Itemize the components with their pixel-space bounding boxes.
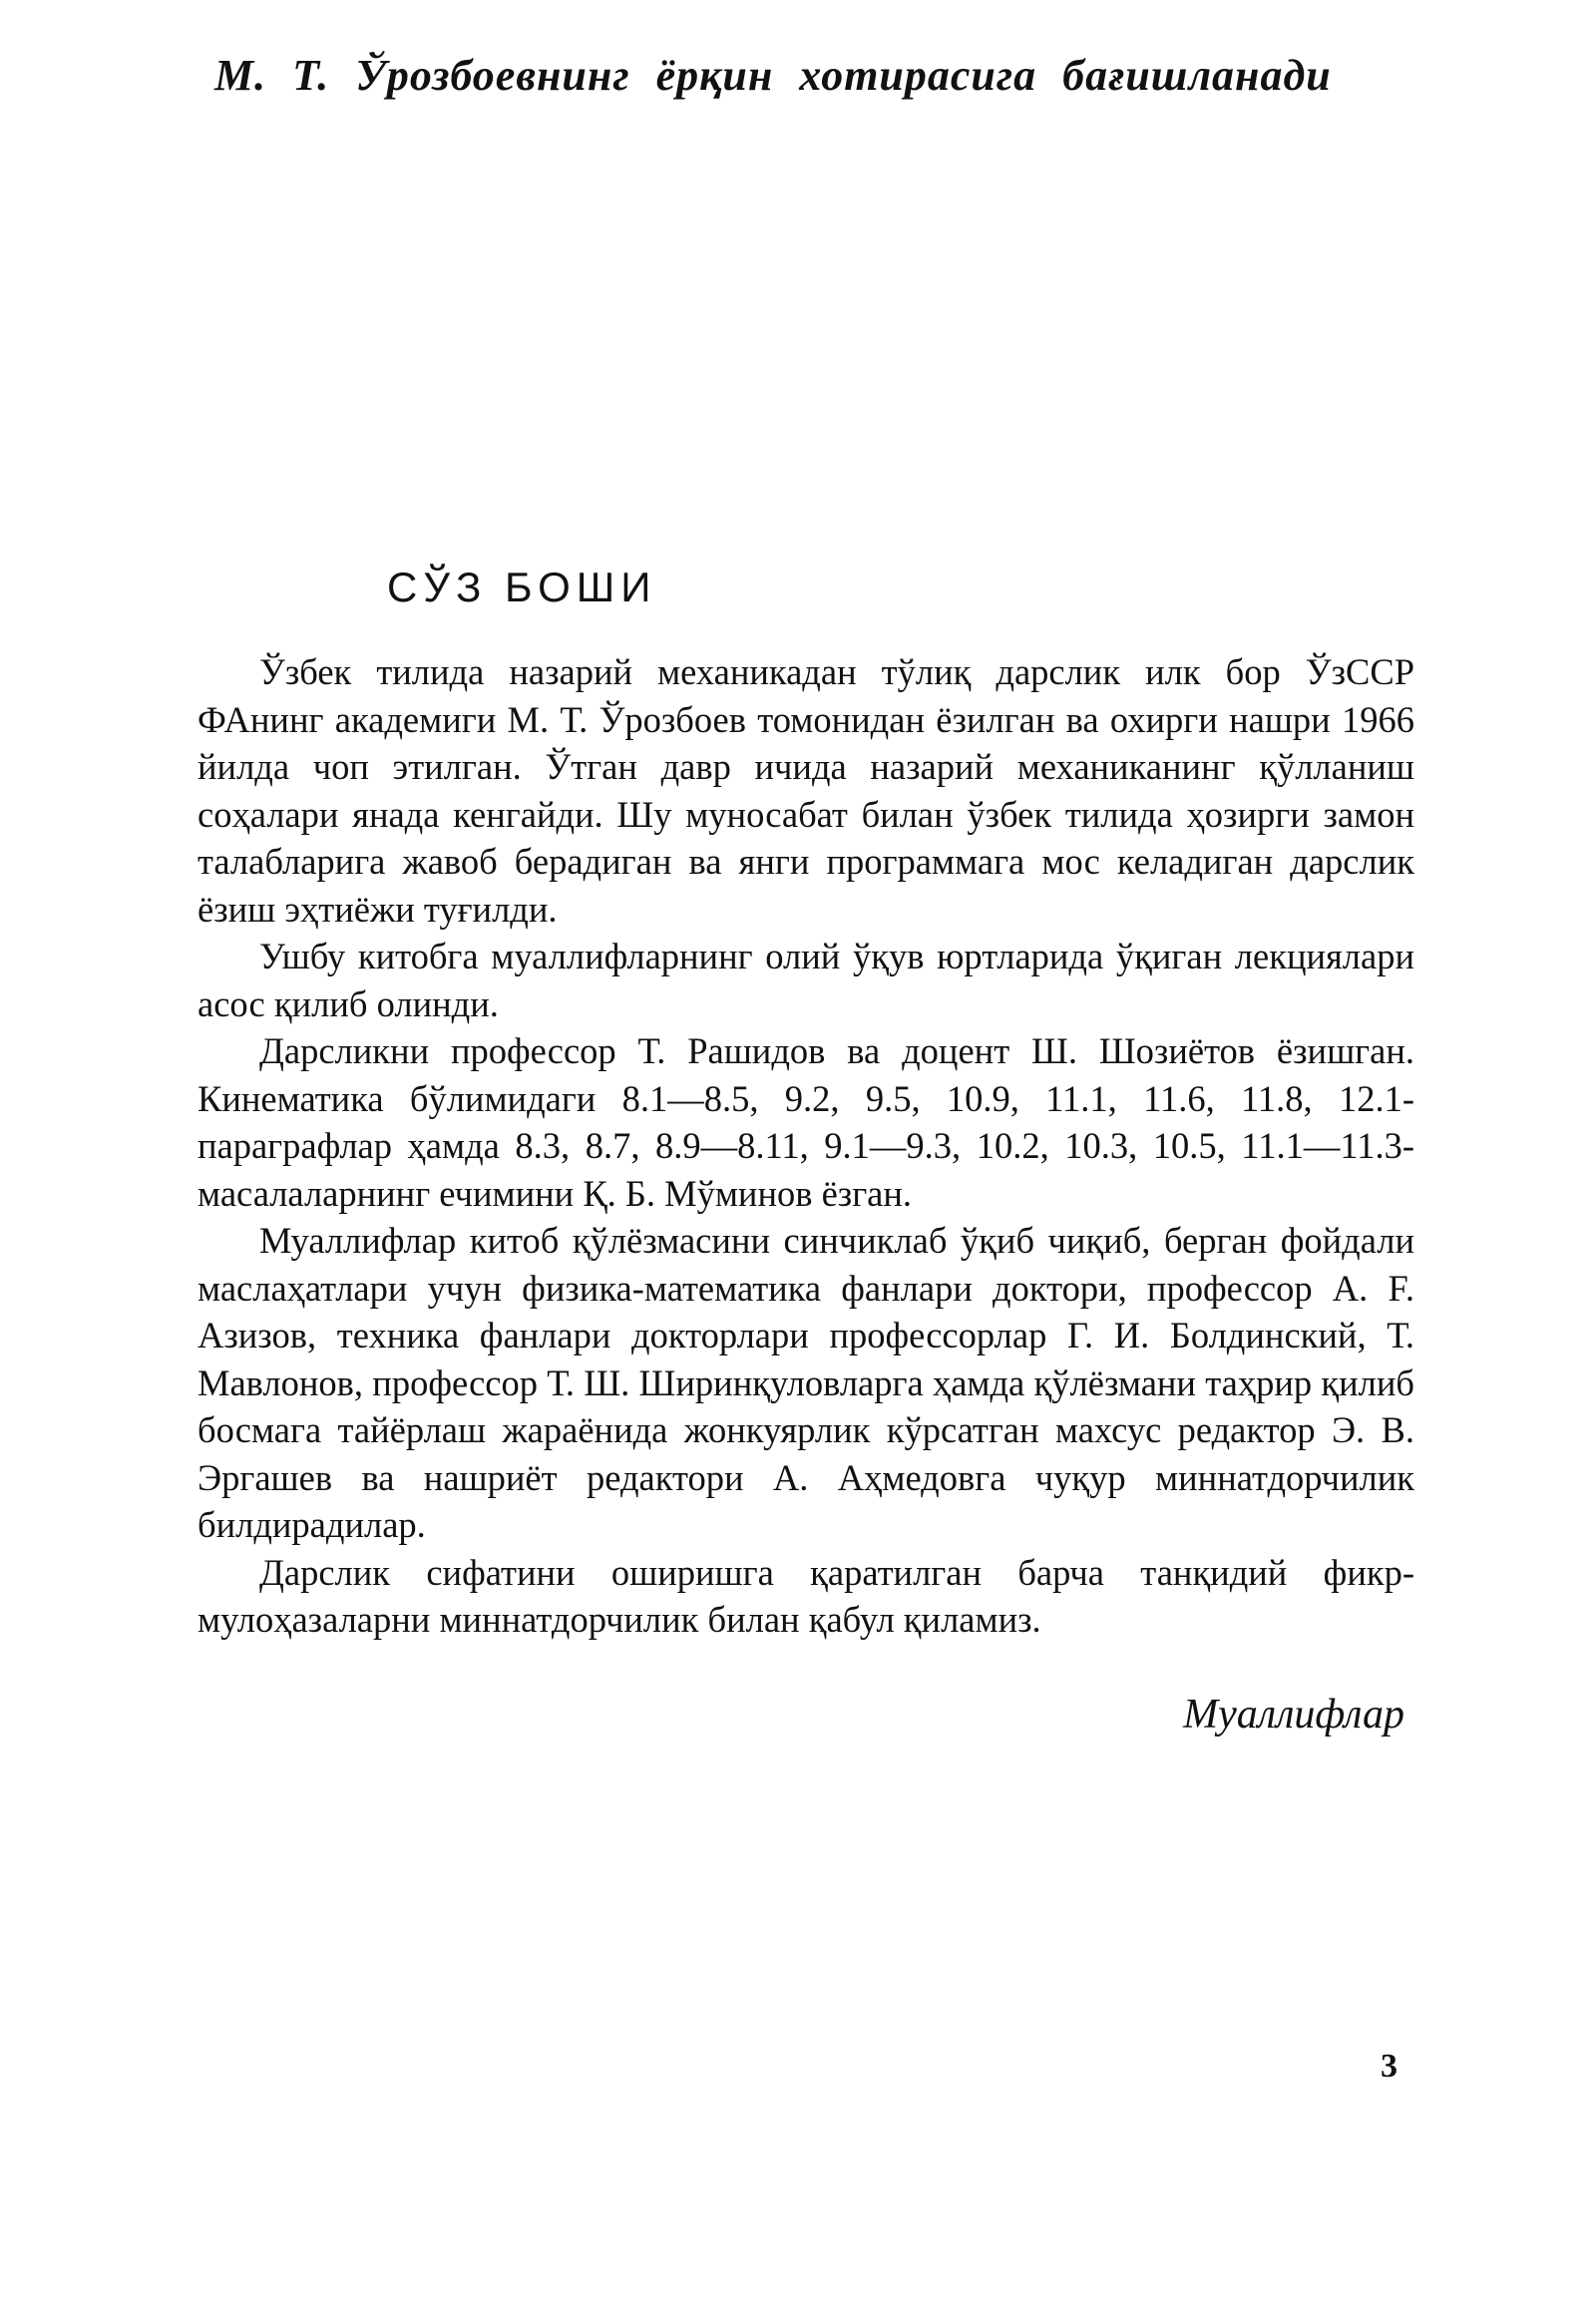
- paragraph-2: Ушбу китобга муаллифларнинг олий ўқув юртларида ўқиган лекциялари асос қилиб олинди.: [198, 936, 1414, 1024]
- paragraph-3: Дарсликни профессор Т. Рашидов ва доцент Ш. Шозиётов ёзишган. Кинематика бўлимидаги 8.1—8.5, 9.2, 9.5, 10.9, 11.1, 11.6, 11.8, 12.1-параграфлар ҳамда 8.3, 8.7, 8.9—8.11, 9.1—9.3, 10.2, 10.3, 10.5, 11.1—11.3-масалаларнинг ечимини Қ. Б. Мўминов ёзган.: [198, 1030, 1414, 1214]
- paragraph-4: Муаллифлар китоб қўлёзмасини синчиклаб ўқиб чиқиб, берган фойдали маслаҳатлари учун физика-математика фанлари доктори, профессор А. F. Азизов, техника фанлари докторлари профессорлар Г. И. Болдинский, Т. Мавлонов, профессор Т. Ш. Ширинқуловларга ҳамда қўлёзмани таҳрир қилиб босмага тайёрлаш жараёнида жонкуярлик кўрсатган махсус редактор Э. В. Эргашев ва нашриёт редактори А. Аҳмедовга чуқур миннатдорчилик билдирадилар.: [198, 1220, 1414, 1545]
- section-heading: СЎЗ БОШИ: [387, 564, 657, 610]
- dedication-line: М. Т. Ўрозбоевнинг ёрқин хотирасига бағишланади: [214, 51, 1332, 100]
- page-number: 3: [1381, 2048, 1397, 2085]
- preface-body: [198, 648, 1414, 1644]
- paragraph-5: Дарслик сифатини оширишга қаратилган барча танқидий фикр-мулоҳазаларни миннатдорчилик билан қабул қиламиз.: [198, 1551, 1414, 1640]
- paragraph-1: Ўзбек тилида назарий механикадан тўлиқ дарслик илк бор ЎзССР ФАнинг академиги М. Т. Ўрозбоев томонидан ёзилган ва охирги нашри 1966 йилда чоп этилган. Ўтган давр ичида назарий механиканинг қўлланиш соҳалари янада кенгайди. Шу муносабат билан ўзбек тилида ҳозирги замон талабларига жавоб берадиган ва янги программага мос келадиган дарслик ёзиш эҳтиёжи туғилди.: [198, 651, 1414, 930]
- authors-signature: Муаллифлар: [1183, 1692, 1404, 1738]
